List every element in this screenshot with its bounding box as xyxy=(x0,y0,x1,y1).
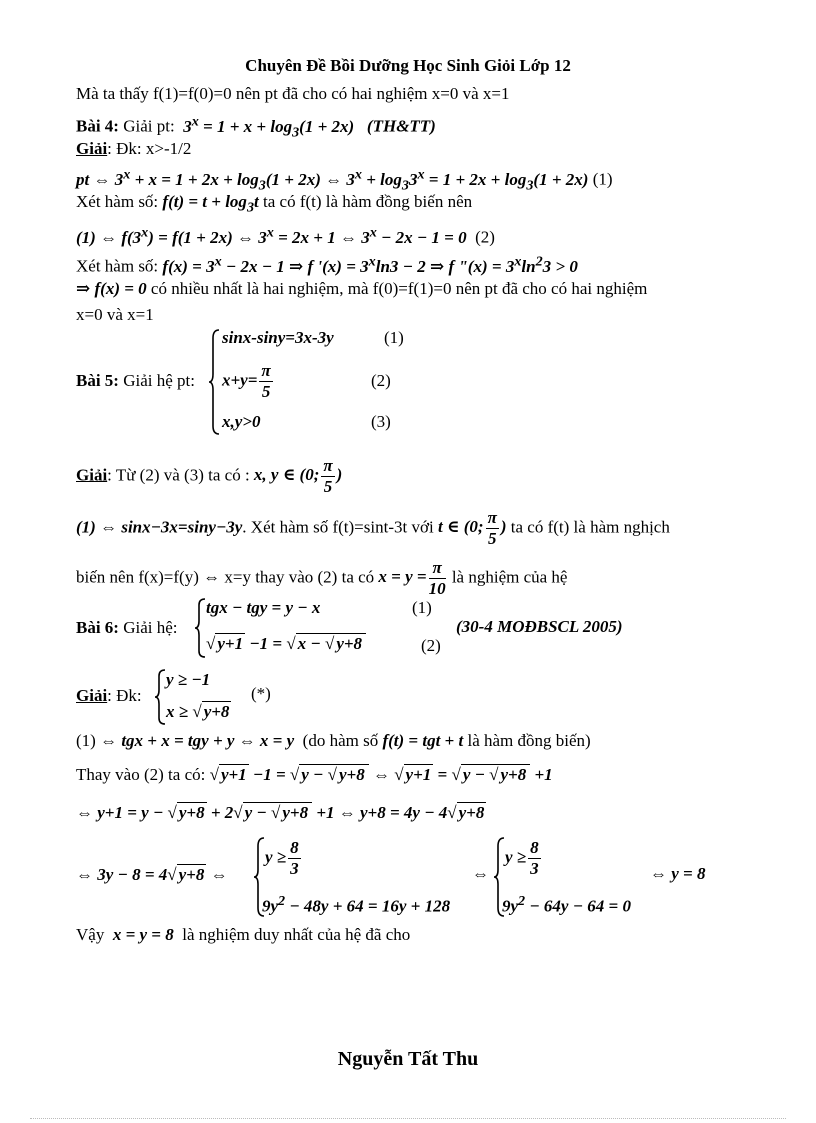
giai-label: Giải xyxy=(76,139,108,158)
page-title: Chuyên Đề Bồi Dưỡng Học Sinh Giỏi Lớp 12 xyxy=(245,56,571,75)
bai4-source: (TH&TT) xyxy=(366,116,436,136)
bai5-line-a: (1) ⇔ sinx−3x=siny−3y. Xét hàm số f(t)=sint-3t với t ∈ (0; $\frac{\pi}{5}$ ) ta có f(t) là hàm nghịch xyxy=(76,508,670,548)
bai5-statement: Bài 5: Giải hệ pt: xyxy=(76,371,195,390)
bai6-line1: (1) ⇔ tgx + x = tgy + y ⇔ x = y (do hàm số f(t) = tgt + t là hàm đồng biến) xyxy=(76,731,591,750)
author-name: Nguyễn Tất Thu xyxy=(337,1048,479,1070)
document-page: Chuyên Đề Bồi Dưỡng Học Sinh Giỏi Lớp 12 Mà ta thấy f(1)=f(0)=0 nên pt đã cho có hai nghiệm x=0 và x=1 Bài 4: Giải pt: $3^x = 1 + x + \log_3(1 + 2x)$ (TH&TT) Giải: Đk: x>-1/2 pt ⇔ $3^x + x = 1 + 2x + \log_3(1 + 2x)$ ⇔ $3^x + \log_33^x = 1 + 2x + \log_3(1 + 2x)$ (1) Xét hàm số: $f(t) = t + \log_3t$ ta có f(t) là hàm đồng biến nên (1) ⇔ $f(3^x) = f(1 + 2x)$ ⇔ $3^x = 2x + 1$ ⇔ $3^x - 2x - 1 = 0$ (2) Xét hàm số: $f(x) = 3^x - 2x - 1$ ⇒ f '$(x) = 3^x\ln 3 - 2$ ⇒ f "$(x) = 3^x\ln^23 > 0$ ⇒ f(x) = 0 có nhiều nhất là hai nghiệm, mà f(0)=f(1)=0 nên pt đã cho có hai nghiệm x=0 và x=1 Bài 5: Giải hệ pt: sinx-siny=3x-3y (1) x+y= $\frac{\pi}{5}$ (2) x,y>0 (3) Giải: Từ (2) và (3) ta có : x, y ∈ (0; $\frac{\pi}{5}$ ) (1) ⇔ sinx−3x=siny−3y. Xét hàm số f(t)=sint-3t với t ∈ (0; $\frac{\pi}{5}$ ) ta có f(t) là hàm nghịch biến nên f(x)=f(y) ⇔ x=y thay vào (2) ta có x = y = $\frac{\pi}{10}$ là nghiệm của hệ Bài 6: Giải hệ: tgx − tgy = y − x (1) √ y+1 −1 = √ x − √ y+8 (2) (30-4 MOĐBSCL 2005) Giải: Đk: y ≥ −1 x ≥ √ y+8 (*) (1) ⇔ tgx + x = tgy + y ⇔ x = y (do hàm số f(t) = tgt + t là hàm đồng biến) Thay vào (2) ta có: √ y+1 −1 = √ y − √ y+8 ⇔ √ y+1 = √ y − √ y+8 +1 ⇔ y+1 = y − √ y+8 + 2√ y − √ y+8 +1 ⇔ y+8 = 4y − 4√ y+8 ⇔ 3y − 8 = 4√ y+8 ⇔ y ≥ $\frac{8}{3}$ $9y^2 - 48y + 64 = 16y + 128$ ⇔ y ≥ $\frac{8}{3}$ $9y^2 - 64y - 64 = 0$ ⇔ y = 8 Vậy x = y = 8 là nghiệm duy nhất của hệ đã cho Nguyễn Tất Thu xyxy=(0,0,816,1123)
bai4-eq1: pt ⇔ $3^x + x = 1 + 2x + \log_3(1 + 2x)$ ⇔ $3^x + \log_33^x = 1 + 2x + \log_3(1 + 2x)$ (1) xyxy=(76,166,613,194)
line4-sys2-row1: y ≥ $\frac{8}{3}$ xyxy=(505,838,539,878)
bai6-line4-start: ⇔ 3y − 8 = 4√ y+8 ⇔ xyxy=(76,865,228,884)
bai4-conclusion: ⇒ f(x) = 0 có nhiều nhất là hai nghiệm, mà f(0)=f(1)=0 nên pt đã cho có hai nghiệm xyxy=(76,279,648,298)
line4-sys2-row2: $9y^2 - 64y - 64 = 0$ xyxy=(502,893,631,916)
bai4-conclusion-cont: x=0 và x=1 xyxy=(76,305,154,324)
bai4-xet2: Xét hàm số: $f(x) = 3^x - 2x - 1$ ⇒ f '$(x) = 3^x\ln 3 - 2$ ⇒ f "$(x) = 3^x\ln^23 > 0$ xyxy=(76,253,578,276)
system6-eq2: √ y+1 −1 = √ x − √ y+8 xyxy=(206,634,366,654)
system-brace xyxy=(209,328,221,436)
system5-eq1: sinx-siny=3x-3y xyxy=(222,328,334,347)
bai4-equation: $3^x = 1 + x + \log_3(1 + 2x)$ xyxy=(178,113,355,141)
bai6-label: Bài 6: xyxy=(76,618,119,637)
condition-row1: y ≥ −1 xyxy=(166,670,211,689)
condition-row2: x ≥ √ y+8 xyxy=(166,702,230,721)
bai5-line-b: biến nên f(x)=f(y) ⇔ x=y thay vào (2) ta có x = y = $\frac{\pi}{10}$ là nghiệm của hệ xyxy=(76,558,568,598)
line4-sys1-row2: $9y^2 - 48y + 64 = 16y + 128$ xyxy=(262,893,451,916)
bai6-final: Vậy x = y = 8 là nghiệm duy nhất của hệ đã cho xyxy=(76,925,411,944)
bai6-line2: Thay vào (2) ta có: √ y+1 −1 = √ y − √ y+8 ⇔ √ y+1 = √ y − √ y+8 +1 xyxy=(76,765,553,784)
line4-result: ⇔ y = 8 xyxy=(650,864,706,883)
bai4-condition: Giải: Đk: x>-1/2 xyxy=(76,139,192,158)
bai5-label: Bài 5: xyxy=(76,371,119,390)
bai4-eq2: (1) ⇔ $f(3^x) = f(1 + 2x)$ ⇔ $3^x = 2x + 1$ ⇔ $3^x - 2x - 1 = 0$ (2) xyxy=(76,224,495,247)
bai4-xet1: Xét hàm số: $f(t) = t + \log_3t$ ta có f(t) là hàm đồng biến nên xyxy=(76,192,473,216)
line4-sys1-row1: y ≥ $\frac{8}{3}$ xyxy=(265,838,299,878)
bai6-source: (30-4 MOĐBSCL 2005) xyxy=(456,617,623,636)
bai4-label: Bài 4: xyxy=(76,116,119,136)
bai6-statement: Bài 6: Giải hệ: xyxy=(76,618,178,637)
system5-eq3: x,y>0 xyxy=(222,412,261,431)
bai4-statement: Bài 4: Giải pt: $3^x = 1 + x + \log_3(1 + 2x)$ (TH&TT) xyxy=(76,113,436,141)
bai6-condition: Giải: Đk: xyxy=(76,686,142,705)
bai6-line3: ⇔ y+1 = y − √ y+8 + 2√ y − √ y+8 +1 ⇔ y+8 = 4y − 4√ y+8 xyxy=(76,803,485,822)
system6-eq1: tgx − tgy = y − x xyxy=(206,598,321,617)
footer-divider xyxy=(30,1118,786,1119)
bai5-solution-start: Giải: Từ (2) và (3) ta có : x, y ∈ (0; $\frac{\pi}{5}$ ) xyxy=(76,456,343,496)
intro-line: Mà ta thấy f(1)=f(0)=0 nên pt đã cho có hai nghiệm x=0 và x=1 xyxy=(76,84,510,103)
system5-eq2: x+y= $\frac{\pi}{5}$ xyxy=(222,361,271,401)
